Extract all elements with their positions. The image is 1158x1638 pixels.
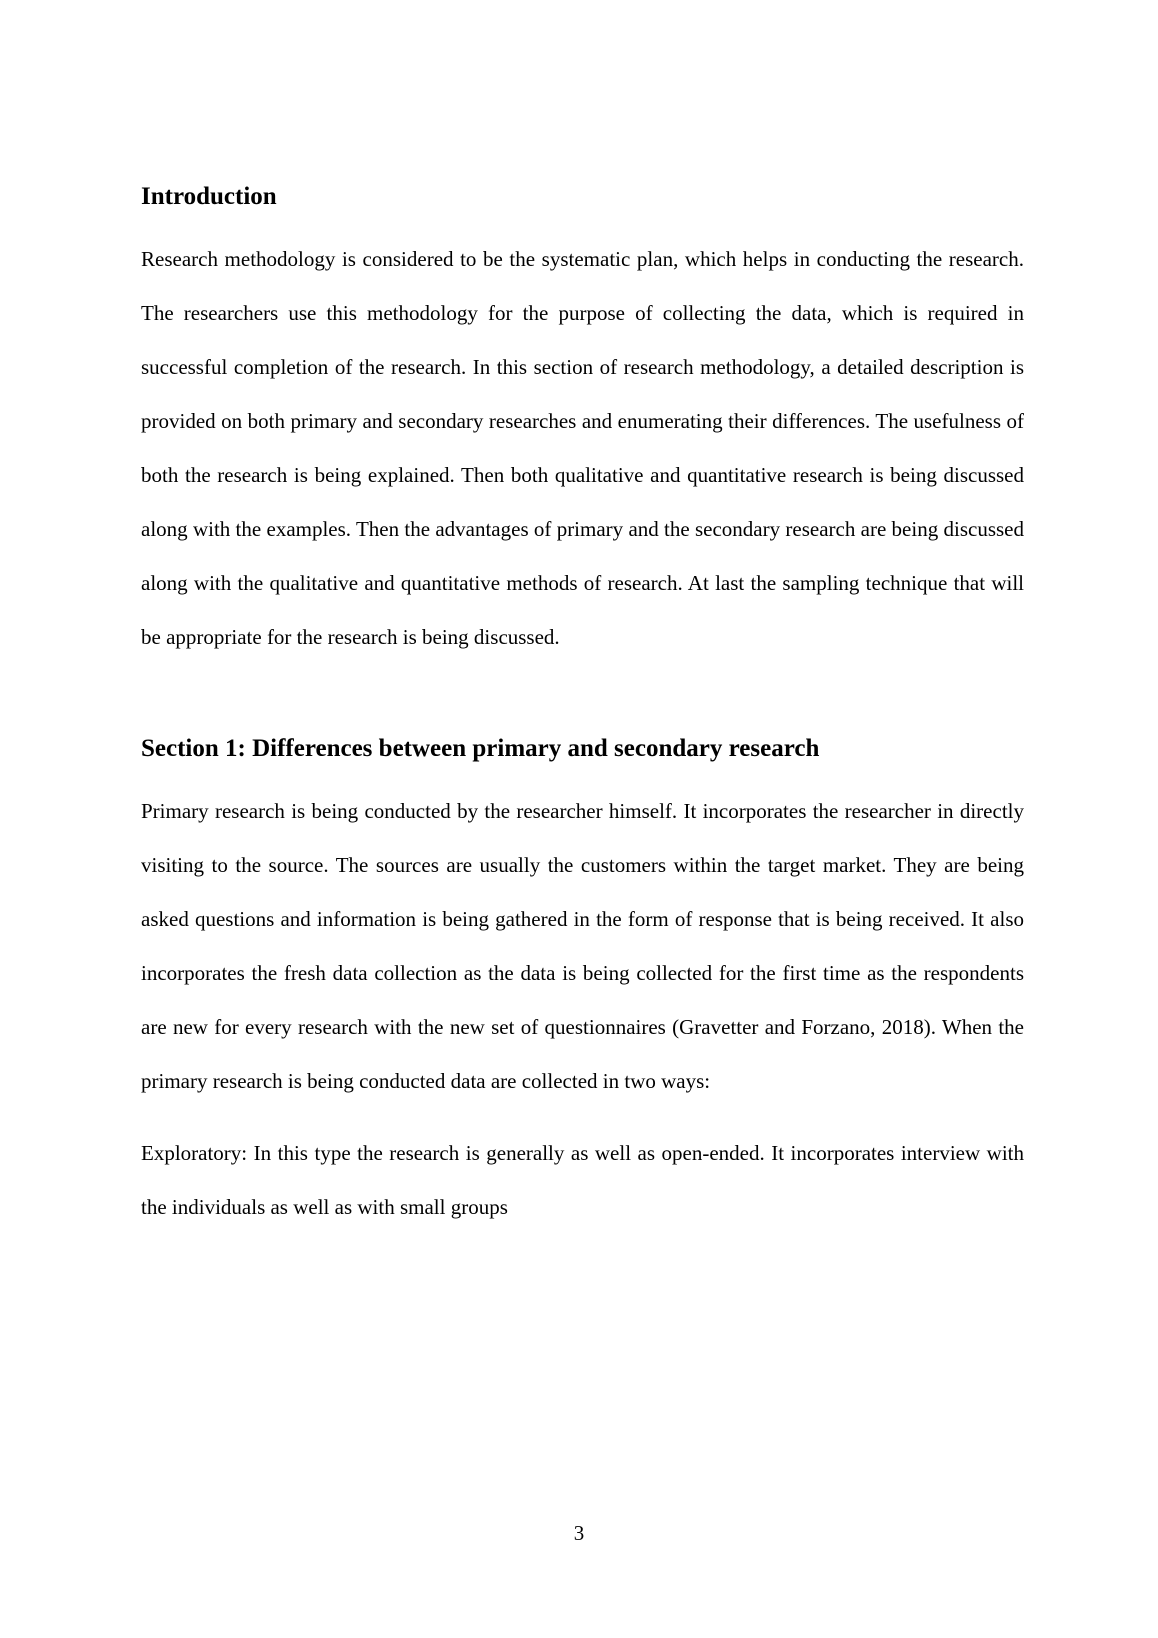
section1-paragraph-1: Primary research is being conducted by the researcher himself. It incorporates the researcher in directly visiting to the source. The sources are usually the customers within the target market. They are being asked questions and information is being gathered in the form of response that is being received. It also incorporates the fresh data collection as the data is being collected for the first time as the respondents are new for every research with the new set of questionnaires (Gravetter and Forzano, 2018). When the primary research is being conducted data are collected in two ways:: [141, 799, 1024, 1093]
page-number: 3: [573, 1521, 585, 1545]
section1-heading: Section 1: Differences between primary and secondary research: [141, 735, 820, 762]
introduction-heading: Introduction: [141, 183, 277, 210]
page-content: [141, 182, 1024, 1234]
section1-paragraph-2: Exploratory: In this type the research is generally as well as open-ended. It incorporates interview with the individuals as well as with small groups: [141, 1141, 1024, 1219]
introduction-paragraph: Research methodology is considered to be the systematic plan, which helps in conducting the research. The researchers use this methodology for the purpose of collecting the data, which is required in successful completion of the research. In this section of research methodology, a detailed description is provided on both primary and secondary researches and enumerating their differences. The usefulness of both the research is being explained. Then both qualitative and quantitative research is being discussed along with the examples. Then the advantages of primary and the secondary research are being discussed along with the qualitative and quantitative methods of research. At last the sampling technique that will be appropriate for the research is being discussed.: [141, 247, 1024, 649]
